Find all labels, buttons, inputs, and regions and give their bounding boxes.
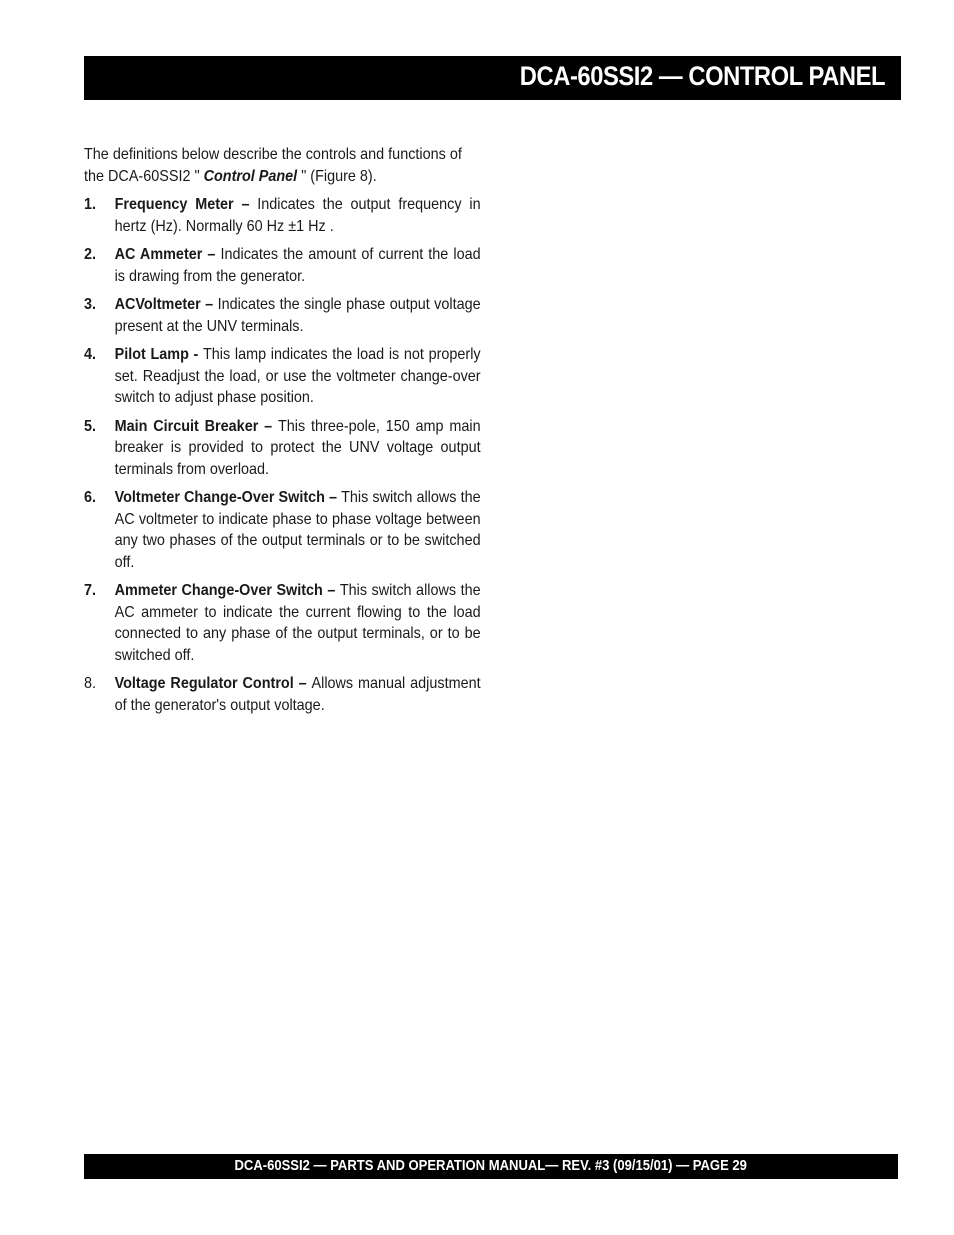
- list-item-ammeter-change-over-switch: [84, 580, 481, 666]
- definitions-body: [84, 144, 481, 716]
- item-term: Ammeter Change-Over Switch –: [114, 582, 340, 599]
- list-item-voltmeter-change-over-switch: [84, 487, 481, 573]
- item-term: AC Ammeter –: [114, 246, 221, 263]
- item-term: Voltage Regulator Control –: [114, 675, 312, 692]
- footer-text: DCA-60SSI2 — PARTS AND OPERATION MANUAL— REV. #3 (09/15/01) — PAGE 29: [234, 1158, 748, 1174]
- item-number: 7.: [84, 582, 97, 599]
- list-item-frequency-meter: [84, 194, 481, 237]
- item-description: This switch allows the AC ammeter to indicate the current flowing to the load connected to any phase of the output terminals, or to be switched off.: [114, 582, 481, 664]
- item-description: Indicates the output frequency in hertz (Hz). Normally 60 Hz ±1 Hz .: [114, 196, 481, 235]
- list-item-main-circuit-breaker: [84, 416, 481, 481]
- list-item-voltage-regulator-control: [84, 673, 481, 716]
- item-description: Indicates the amount of current the load is drawing from the generator.: [114, 246, 481, 285]
- header-bar: [84, 56, 901, 100]
- item-number: 6.: [84, 489, 97, 506]
- item-number: 3.: [84, 296, 97, 313]
- footer-bar: [84, 1154, 898, 1179]
- list-item-ac-voltmeter: [84, 294, 481, 337]
- item-term: Pilot Lamp -: [114, 346, 203, 363]
- definitions-list: [84, 194, 481, 716]
- intro-text-before: The definitions below describe the controls and functions of the DCA-60SSI2 ": [84, 146, 462, 185]
- page-title: DCA-60SSI2 — CONTROL PANEL: [519, 61, 885, 91]
- item-number: 2.: [84, 246, 97, 263]
- item-description: This three-pole, 150 amp main breaker is provided to protect the UNV voltage output terminals from overload.: [114, 417, 481, 478]
- item-description: This switch allows the AC voltmeter to indicate phase to phase voltage between any two phases of the output terminals or to be switched off.: [114, 489, 481, 571]
- item-term: ACVoltmeter –: [114, 296, 218, 313]
- item-term: Frequency Meter –: [114, 196, 258, 213]
- item-term: Voltmeter Change-Over Switch –: [114, 489, 342, 506]
- list-item-pilot-lamp: [84, 344, 481, 409]
- item-description: Allows manual adjustment of the generator's output voltage.: [114, 675, 481, 714]
- definitions-section: [84, 144, 481, 723]
- intro-paragraph: [84, 144, 481, 187]
- item-term: Main Circuit Breaker –: [114, 417, 278, 435]
- item-description: This lamp indicates the load is not properly set. Readjust the load, or use the voltmeter change-over switch to adjust phase position.: [114, 346, 481, 406]
- item-number: 1.: [84, 196, 97, 213]
- intro-emphasis: Control Panel: [203, 167, 298, 185]
- item-number: 5.: [84, 417, 97, 435]
- intro-text-after: " (Figure 8).: [297, 167, 377, 185]
- item-number: 4.: [84, 346, 97, 363]
- list-item-ac-ammeter: [84, 244, 481, 287]
- item-description: Indicates the single phase output voltage present at the UNV terminals.: [114, 296, 481, 335]
- item-number: 8.: [84, 675, 97, 692]
